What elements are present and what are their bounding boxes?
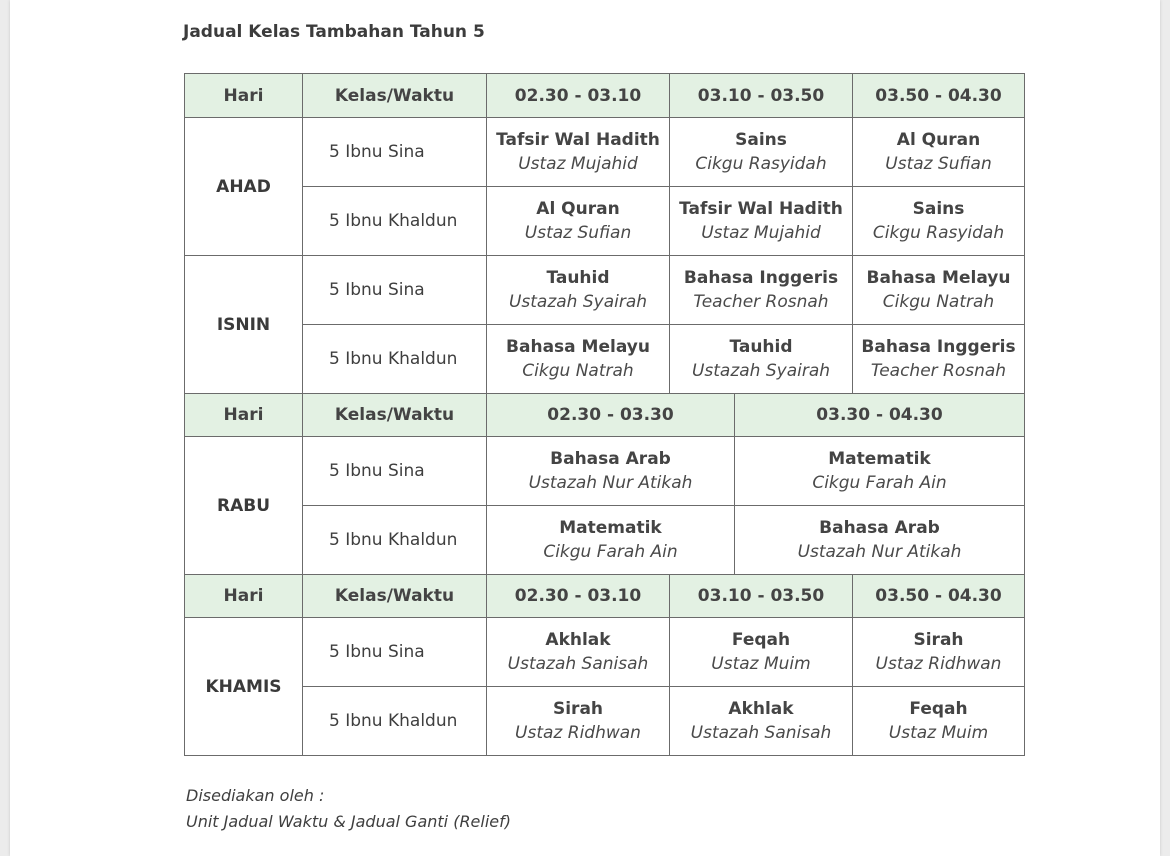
- table-row: [185, 256, 1025, 325]
- subject-name: Matematik: [828, 449, 931, 469]
- lesson-cell: [487, 618, 670, 687]
- lesson-cell: [487, 256, 670, 325]
- teacher-name: Cikgu Farah Ain: [543, 542, 678, 562]
- header-slot: 03.10 - 03.50: [670, 74, 853, 118]
- teacher-name: Ustazah Nur Atikah: [797, 542, 962, 562]
- lesson-cell: [670, 187, 853, 256]
- header-slot: 03.50 - 04.30: [853, 74, 1025, 118]
- teacher-name: Ustazah Sanisah: [690, 723, 832, 743]
- subject-name: Tauhid: [546, 268, 610, 288]
- subject-name: Bahasa Inggeris: [683, 268, 839, 288]
- day-label-ahad: AHAD: [185, 118, 303, 256]
- lesson-cell: [487, 325, 670, 394]
- footer-unit: Unit Jadual Waktu & Jadual Ganti (Relief): [186, 812, 512, 831]
- class-label: 5 Ibnu Sina: [303, 618, 487, 687]
- header-kelas-waktu: Kelas/Waktu: [303, 575, 487, 618]
- lesson-cell: [853, 325, 1025, 394]
- lesson-cell: [735, 506, 1025, 575]
- teacher-name: Cikgu Farah Ain: [812, 473, 947, 493]
- teacher-name: Teacher Rosnah: [693, 292, 829, 312]
- subject-name: Akhlak: [545, 630, 611, 650]
- header-hari: Hari: [185, 74, 303, 118]
- lesson-cell: [670, 325, 853, 394]
- subject-name: Bahasa Arab: [550, 449, 671, 469]
- class-label: 5 Ibnu Sina: [303, 118, 487, 187]
- subject-name: Akhlak: [728, 699, 794, 719]
- subject-name: Sains: [912, 199, 965, 219]
- subject-name: Sirah: [552, 699, 604, 719]
- day-label-khamis: KHAMIS: [185, 618, 303, 756]
- lesson-cell: [670, 256, 853, 325]
- footer-prepared-by: Disediakan oleh :: [186, 786, 325, 805]
- lesson-cell: [853, 118, 1025, 187]
- table-row: [185, 618, 1025, 687]
- day-label-rabu: RABU: [185, 437, 303, 575]
- subject-name: Feqah: [731, 630, 791, 650]
- lesson-cell: [853, 618, 1025, 687]
- lesson-cell: [853, 687, 1025, 756]
- lesson-cell: [487, 437, 735, 506]
- lesson-cell: [735, 437, 1025, 506]
- table-row: [185, 118, 1025, 187]
- subject-name: Sains: [735, 130, 787, 150]
- class-label: 5 Ibnu Khaldun: [303, 187, 487, 256]
- teacher-name: Ustaz Ridhwan: [515, 723, 641, 743]
- header-slot: 03.30 - 04.30: [735, 394, 1025, 437]
- header-hari: Hari: [185, 394, 303, 437]
- teacher-name: Ustaz Ridhwan: [875, 654, 1002, 674]
- subject-name: Tafsir Wal Hadith: [496, 130, 660, 150]
- lesson-cell: [487, 187, 670, 256]
- header-row: [185, 394, 1025, 437]
- teacher-name: Ustazah Syairah: [508, 292, 648, 312]
- lesson-cell: [487, 687, 670, 756]
- class-label: 5 Ibnu Khaldun: [303, 687, 487, 756]
- teacher-name: Cikgu Natrah: [522, 361, 634, 381]
- teacher-name: Ustaz Sufian: [524, 223, 632, 243]
- lesson-cell: [853, 187, 1025, 256]
- teacher-name: Ustazah Sanisah: [507, 654, 649, 674]
- header-slot: 03.50 - 04.30: [853, 575, 1025, 618]
- subject-name: Sirah: [913, 630, 964, 650]
- teacher-name: Ustaz Mujahid: [518, 154, 638, 174]
- lesson-cell: [670, 618, 853, 687]
- subject-name: Al Quran: [536, 199, 620, 219]
- subject-name: Bahasa Arab: [819, 518, 940, 538]
- teacher-name: Cikgu Natrah: [882, 292, 995, 312]
- document-title: Jadual Kelas Tambahan Tahun 5: [183, 22, 485, 42]
- lesson-cell: [670, 118, 853, 187]
- header-hari: Hari: [185, 575, 303, 618]
- header-slot: 02.30 - 03.10: [487, 575, 670, 618]
- table-row: [185, 325, 1025, 394]
- lesson-cell: [487, 506, 735, 575]
- teacher-name: Cikgu Rasyidah: [695, 154, 827, 174]
- timetable: [184, 73, 1025, 756]
- header-slot: 02.30 - 03.30: [487, 394, 735, 437]
- subject-name: Bahasa Inggeris: [861, 337, 1016, 357]
- teacher-name: Ustazah Syairah: [691, 361, 831, 381]
- table-row: [185, 687, 1025, 756]
- lesson-cell: [853, 256, 1025, 325]
- header-row: [185, 575, 1025, 618]
- header-kelas-waktu: Kelas/Waktu: [303, 74, 487, 118]
- header-slot: 02.30 - 03.10: [487, 74, 670, 118]
- subject-name: Feqah: [909, 699, 968, 719]
- header-kelas-waktu: Kelas/Waktu: [303, 394, 487, 437]
- teacher-name: Ustaz Muim: [888, 723, 989, 743]
- teacher-name: Cikgu Rasyidah: [872, 223, 1005, 243]
- class-label: 5 Ibnu Sina: [303, 437, 487, 506]
- header-slot: 03.10 - 03.50: [670, 575, 853, 618]
- subject-name: Tafsir Wal Hadith: [679, 199, 843, 219]
- header-row: [185, 74, 1025, 118]
- subject-name: Bahasa Melayu: [866, 268, 1011, 288]
- day-label-isnin: ISNIN: [185, 256, 303, 394]
- class-label: 5 Ibnu Khaldun: [303, 325, 487, 394]
- document-page: [10, 0, 1160, 856]
- subject-name: Matematik: [559, 518, 662, 538]
- teacher-name: Ustaz Sufian: [885, 154, 992, 174]
- teacher-name: Ustaz Muim: [711, 654, 811, 674]
- subject-name: Tauhid: [729, 337, 793, 357]
- teacher-name: Ustazah Nur Atikah: [528, 473, 693, 493]
- lesson-cell: [487, 118, 670, 187]
- teacher-name: Ustaz Mujahid: [701, 223, 821, 243]
- lesson-cell: [670, 687, 853, 756]
- table-row: [185, 187, 1025, 256]
- teacher-name: Teacher Rosnah: [870, 361, 1007, 381]
- footer: [186, 783, 511, 835]
- subject-name: Al Quran: [896, 130, 981, 150]
- table-row: [185, 506, 1025, 575]
- table-row: [185, 437, 1025, 506]
- subject-name: Bahasa Melayu: [506, 337, 650, 357]
- class-label: 5 Ibnu Khaldun: [303, 506, 487, 575]
- class-label: 5 Ibnu Sina: [303, 256, 487, 325]
